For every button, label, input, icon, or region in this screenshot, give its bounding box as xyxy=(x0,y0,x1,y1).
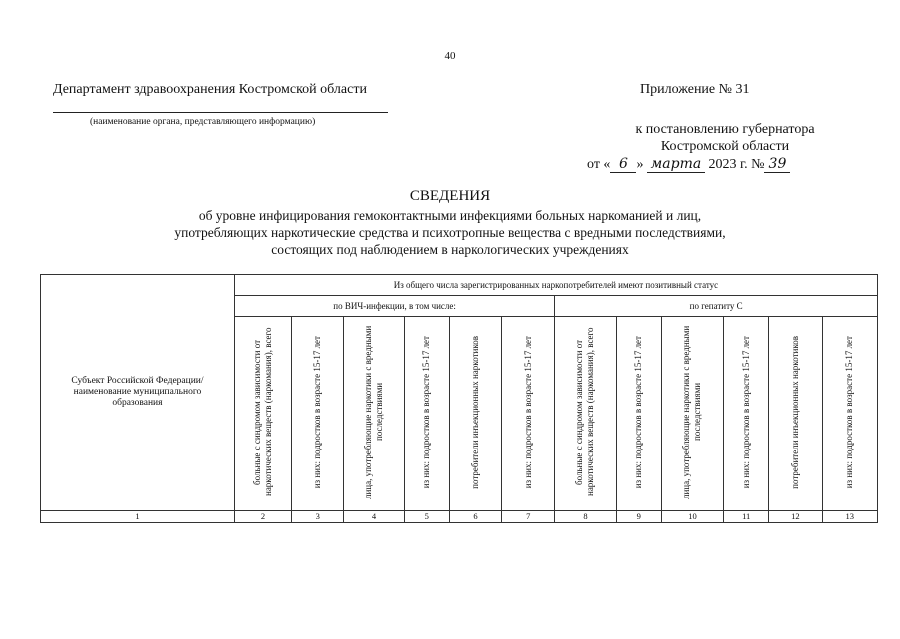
department-note: (наименование органа, представляющего информацию) xyxy=(90,117,316,127)
date-month: марта xyxy=(647,156,705,173)
hepatitis-header: по гепатиту С xyxy=(555,296,878,317)
column-header: из них: подростков в возрасте 15-17 лет xyxy=(502,317,555,511)
department-name: Департамент здравоохранения Костромской области xyxy=(53,82,367,97)
date-year: 2023 г. № xyxy=(708,157,765,172)
document-subtitle xyxy=(90,207,810,258)
statistics-table xyxy=(40,274,878,523)
column-number: 12 xyxy=(769,511,822,523)
hiv-header: по ВИЧ-инфекции, в том числе: xyxy=(234,296,554,317)
column-header: лица, употребляющие наркотики с вредными последствиями xyxy=(661,317,723,511)
column-header: больные с синдромом зависимости от наркотических веществ (наркомания), всего xyxy=(555,317,616,511)
subtitle-line-1: об уровне инфицирования гемоконтактными инфекциями больных наркоманией и лиц, xyxy=(198,208,702,223)
column-number: 5 xyxy=(404,511,449,523)
date-sep: » xyxy=(636,157,644,172)
date-prefix: от « xyxy=(587,157,611,172)
document-title: СВЕДЕНИЯ xyxy=(409,188,491,204)
column-number: 6 xyxy=(449,511,501,523)
resolution-line-2: Костромской области xyxy=(660,139,790,154)
column-header: из них: подростков в возрасте 15-17 лет xyxy=(292,317,344,511)
column-header: из них: подростков в возрасте 15-17 лет xyxy=(822,317,877,511)
column-header: из них: подростков в возрасте 15-17 лет xyxy=(616,317,661,511)
column-number: 13 xyxy=(822,511,877,523)
subtitle-line-3: состоящих под наблюдением в наркологических учреждениях xyxy=(271,242,629,257)
status-header: Из общего числа зарегистрированных наркопотребителей имеют позитивный статус xyxy=(234,275,877,296)
subtitle-line-2: употребляющих наркотические средства и психотропные вещества с вредными последствиями, xyxy=(174,225,726,240)
column-number: 8 xyxy=(555,511,616,523)
department-underline xyxy=(53,112,388,113)
column-number: 11 xyxy=(724,511,769,523)
appendix-label: Приложение № 31 xyxy=(640,82,750,97)
column-header: больные с синдромом зависимости от наркотических веществ (наркомания), всего xyxy=(234,317,291,511)
column-header: потребители инъекционных наркотиков xyxy=(449,317,501,511)
date-number: 39 xyxy=(764,156,790,173)
resolution-line-1: к постановлению губернатора xyxy=(635,122,815,137)
column-number: 10 xyxy=(661,511,723,523)
date-day: 6 xyxy=(610,156,636,173)
column-header: потребители инъекционных наркотиков xyxy=(769,317,822,511)
column-number: 2 xyxy=(234,511,291,523)
resolution-reference xyxy=(560,121,890,155)
column-number: 3 xyxy=(292,511,344,523)
page-number: 40 xyxy=(444,50,456,62)
column-number: 1 xyxy=(41,511,235,523)
resolution-date xyxy=(587,156,790,173)
column-header: из них: подростков в возрасте 15-17 лет xyxy=(404,317,449,511)
column-header: из них: подростков в возрасте 15-17 лет xyxy=(724,317,769,511)
column-header: лица, употребляющие наркотики с вредными последствиями xyxy=(344,317,404,511)
column-number: 4 xyxy=(344,511,404,523)
column-number: 9 xyxy=(616,511,661,523)
column-number: 7 xyxy=(502,511,555,523)
subject-header: Субъект Российской Федерации/ наименование муниципального образования xyxy=(41,275,235,511)
